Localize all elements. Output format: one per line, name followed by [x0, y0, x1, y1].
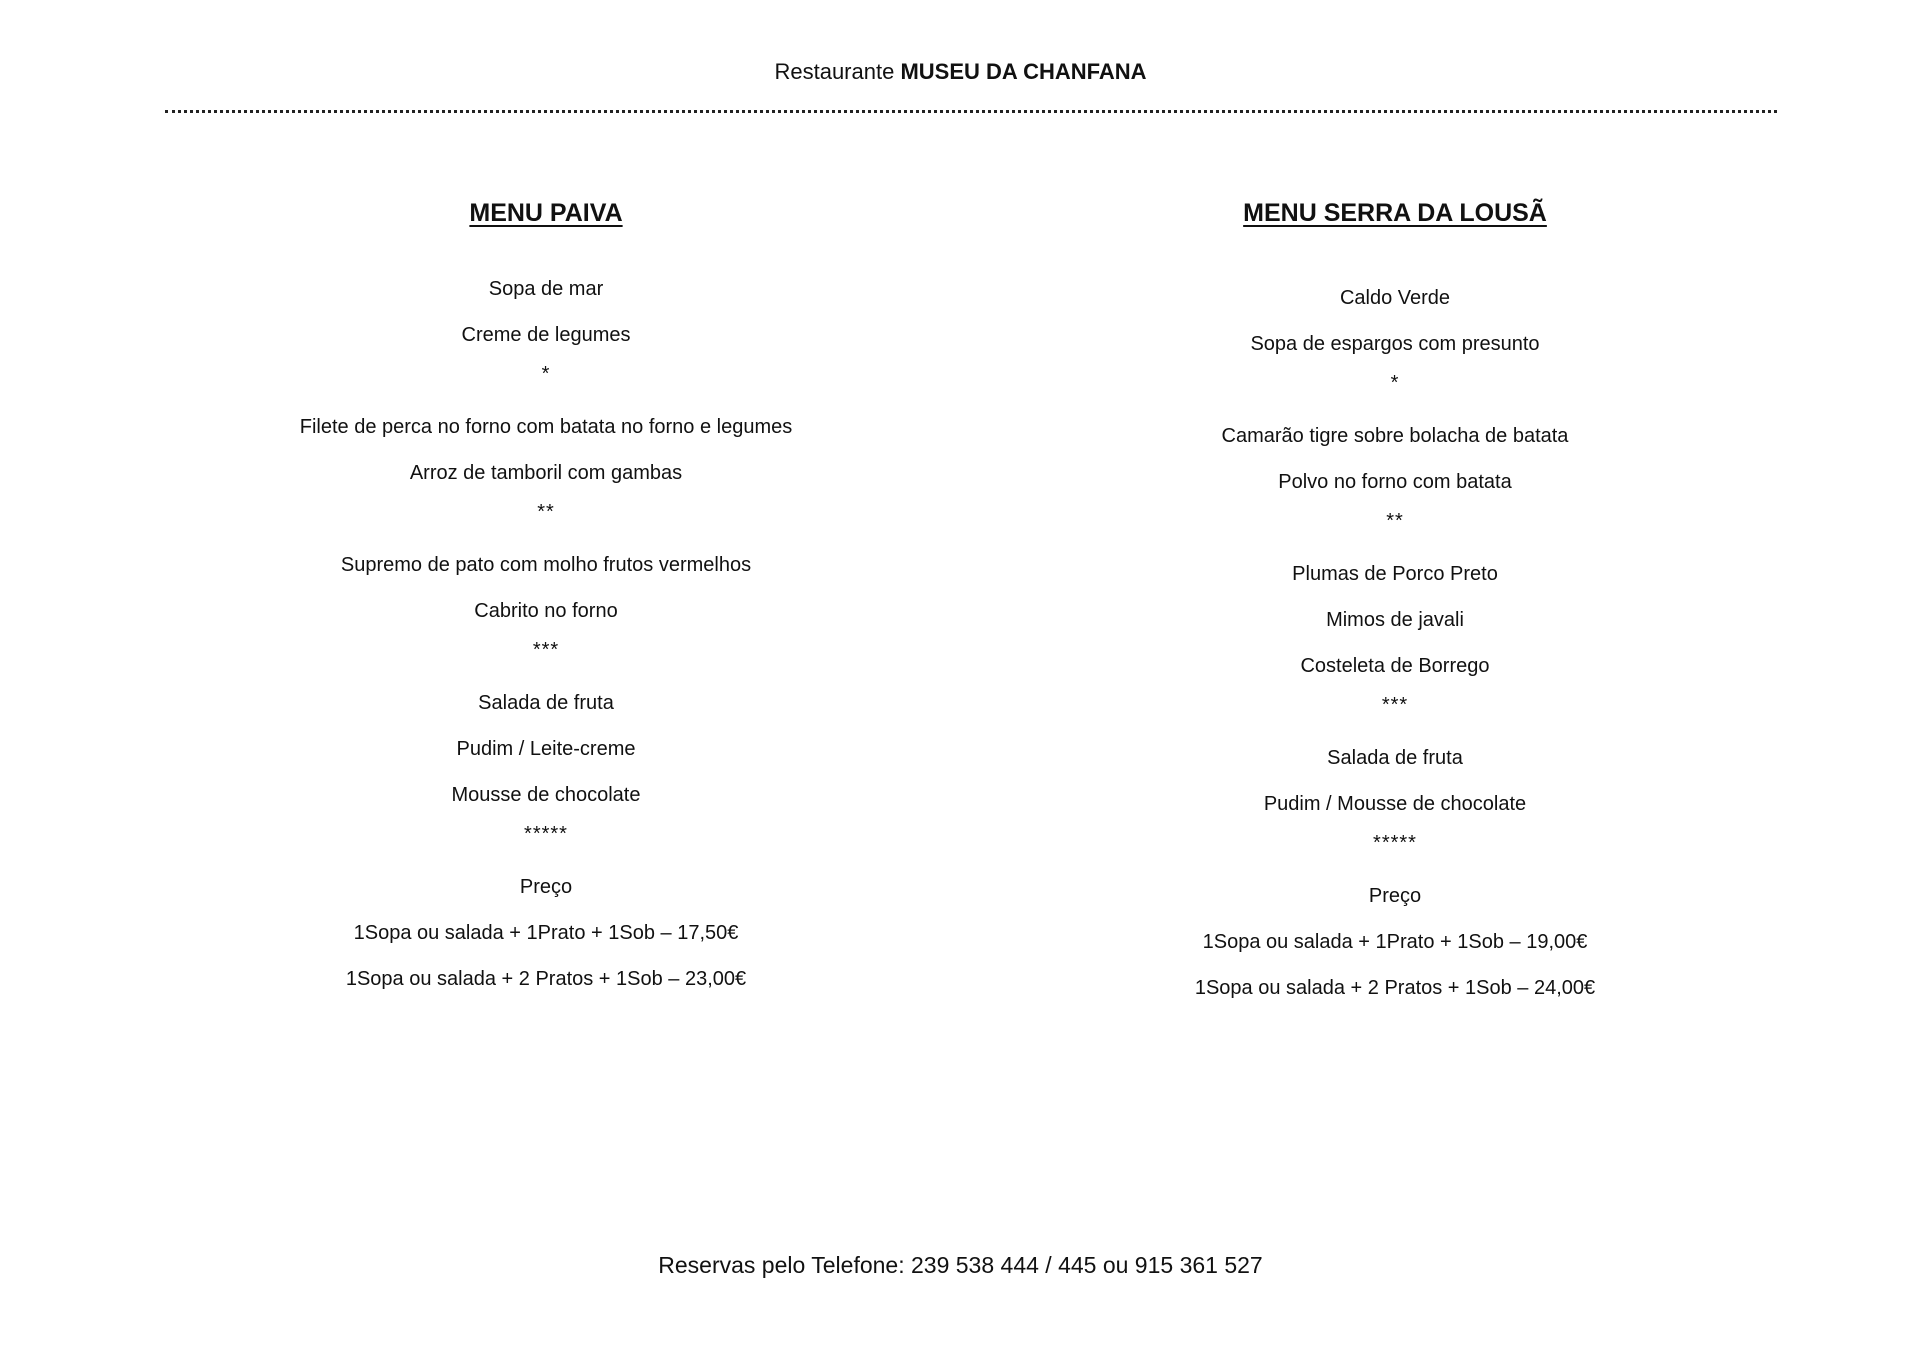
menu-item-list: [196, 275, 896, 1011]
menu-item: Plumas de Porco Preto: [1292, 563, 1498, 585]
menu-item: Pudim / Mousse de chocolate: [1263, 793, 1527, 815]
menu-title: MENU SERRA DA LOUSÃ: [1243, 199, 1547, 227]
price-option: 1Sopa ou salada + 1Prato + 1Sob – 19,00€: [1202, 931, 1588, 953]
menu-item: Supremo de pato com molho frutos vermelhos: [340, 554, 752, 576]
menu-item: Camarão tigre sobre bolacha de batata: [1221, 425, 1569, 447]
price-option: 1Sopa ou salada + 2 Pratos + 1Sob – 23,00€: [345, 968, 747, 990]
restaurant-name: MUSEU DA CHANFANA: [900, 59, 1147, 84]
menu-title: MENU PAIVA: [469, 199, 623, 227]
price-heading: Preço: [1368, 885, 1422, 907]
reservations-footer: [0, 1250, 1921, 1280]
price-option: 1Sopa ou salada + 1Prato + 1Sob – 17,50€: [353, 922, 739, 944]
course-separator: ***: [1381, 694, 1409, 716]
menu-item: Costeleta de Borrego: [1300, 655, 1490, 677]
course-separator: *: [541, 363, 551, 385]
menu-item: Salada de fruta: [1327, 747, 1463, 769]
reservation-phone-text: Reservas pelo Telefone: 239 538 444 / 445 ou 915 361 527: [658, 1252, 1263, 1278]
menu-serra-da-lousa-column: [1045, 197, 1745, 1020]
course-separator: **: [537, 501, 555, 523]
menu-item: Mimos de javali: [1326, 609, 1464, 631]
course-separator: *****: [524, 823, 568, 845]
price-heading: Preço: [519, 876, 573, 898]
menu-paiva-column: [196, 197, 896, 1011]
course-separator: **: [1386, 510, 1404, 532]
course-separator: *: [1390, 372, 1400, 394]
price-option: 1Sopa ou salada + 2 Pratos + 1Sob – 24,00€: [1194, 977, 1596, 999]
menu-item: Polvo no forno com batata: [1278, 471, 1512, 493]
menu-item: Filete de perca no forno com batata no forno e legumes: [299, 416, 793, 438]
dotted-divider: [165, 110, 1777, 113]
restaurant-header: [0, 58, 1921, 86]
header-prefix: Restaurante: [774, 59, 901, 84]
menu-item: Salada de fruta: [478, 692, 614, 714]
menu-item: Cabrito no forno: [474, 600, 618, 622]
menu-item: Sopa de mar: [488, 278, 604, 300]
menu-item: Sopa de espargos com presunto: [1250, 333, 1540, 355]
menu-item: Pudim / Leite-creme: [456, 738, 636, 760]
menu-item: Creme de legumes: [461, 324, 631, 346]
menu-item: Mousse de chocolate: [451, 784, 641, 806]
course-separator: ***: [532, 639, 560, 661]
menu-item: Arroz de tamboril com gambas: [409, 462, 683, 484]
course-separator: *****: [1373, 832, 1417, 854]
menu-item: Caldo Verde: [1339, 287, 1451, 309]
menu-item-list: [1045, 284, 1745, 1020]
